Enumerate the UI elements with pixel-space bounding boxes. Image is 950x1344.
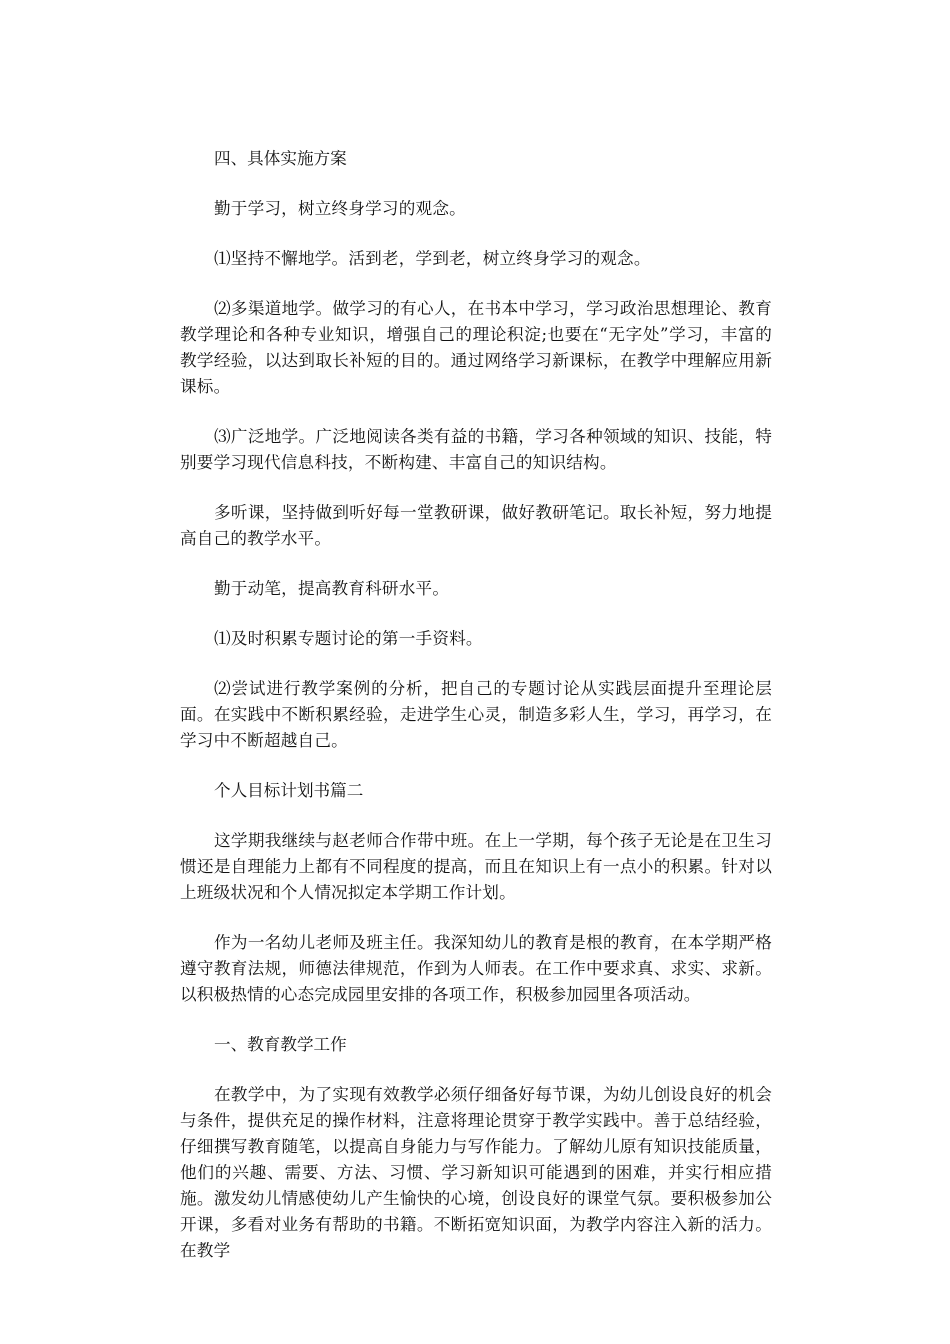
paragraph-write-research: 勤于动笔，提高教育科研水平。 — [214, 579, 450, 598]
paragraph-teaching-detail: 在教学中，为了实现有效教学必须仔细备好每节课，为幼儿创设良好的机会与条件，提供充足的操作材料，注意将理论贯穿于教学实践中。善于总结经验，仔细撰写教育随笔，以提高自身能力与写作能力。了解幼儿原有知识技能质量，他们的兴趣、需要、方法、习惯、学习新知识可能遇到的困难，并实行相应措施。激发幼儿情感使幼儿产生愉快的心境，创设良好的课堂气氛。要积极参加公开课，多看对业务有帮助的书籍。不断拓宽知识面，为教学内容注入新的活力。在教学 — [180, 1085, 772, 1260]
paragraph-teacher-role: 作为一名幼儿老师及班主任。我深知幼儿的教育是根的教育，在本学期严格遵守教育法规，师德法律规范，作到为人师表。在工作中要求真、求实、求新。以积极热情的心态完成园里安排的各项工作，积极参加园里各项活动。 — [180, 933, 772, 1004]
section-heading-implementation: 四、具体实施方案 — [214, 149, 347, 168]
paragraph-write-item-1: ⑴及时积累专题讨论的第一手资料。 — [214, 629, 483, 648]
section-heading-teaching-work: 一、教育教学工作 — [214, 1035, 347, 1054]
paragraph-listen-class: 多听课，坚持做到听好每一堂教研课，做好教研笔记。取长补短，努力地提高自己的教学水平。 — [180, 503, 772, 548]
paragraph-write-item-2: ⑵尝试进行教学案例的分析，把自己的专题讨论从实践层面提升至理论层面。在实践中不断积累经验，走进学生心灵，制造多彩人生，学习，再学习，在学习中不断超越自己。 — [180, 679, 772, 750]
paragraph-study-habit: 勤于学习，树立终身学习的观念。 — [214, 199, 466, 218]
paragraph-semester-intro: 这学期我继续与赵老师合作带中班。在上一学期，每个孩子无论是在卫生习惯还是自理能力上都有不同程度的提高，而且在知识上有一点小的积累。针对以上班级状况和个人情况拟定本学期工作计划。 — [180, 831, 772, 902]
paragraph-study-item-1: ⑴坚持不懈地学。活到老，学到老，树立终身学习的观念。 — [214, 249, 651, 268]
section-heading-part-two: 个人目标计划书篇二 — [214, 781, 364, 800]
document-page — [180, 146, 772, 1288]
paragraph-study-item-2: ⑵多渠道地学。做学习的有心人，在书本中学习，学习政治思想理论、教育教学理论和各种专业知识，增强自己的理论积淀;也要在“无字处”学习，丰富的教学经验，以达到取长补短的目的。通过网络学习新课标，在教学中理解应用新课标。 — [180, 299, 772, 396]
paragraph-study-item-3: ⑶广泛地学。广泛地阅读各类有益的书籍，学习各种领域的知识、技能，特别要学习现代信息科技，不断构建、丰富自己的知识结构。 — [180, 427, 772, 472]
